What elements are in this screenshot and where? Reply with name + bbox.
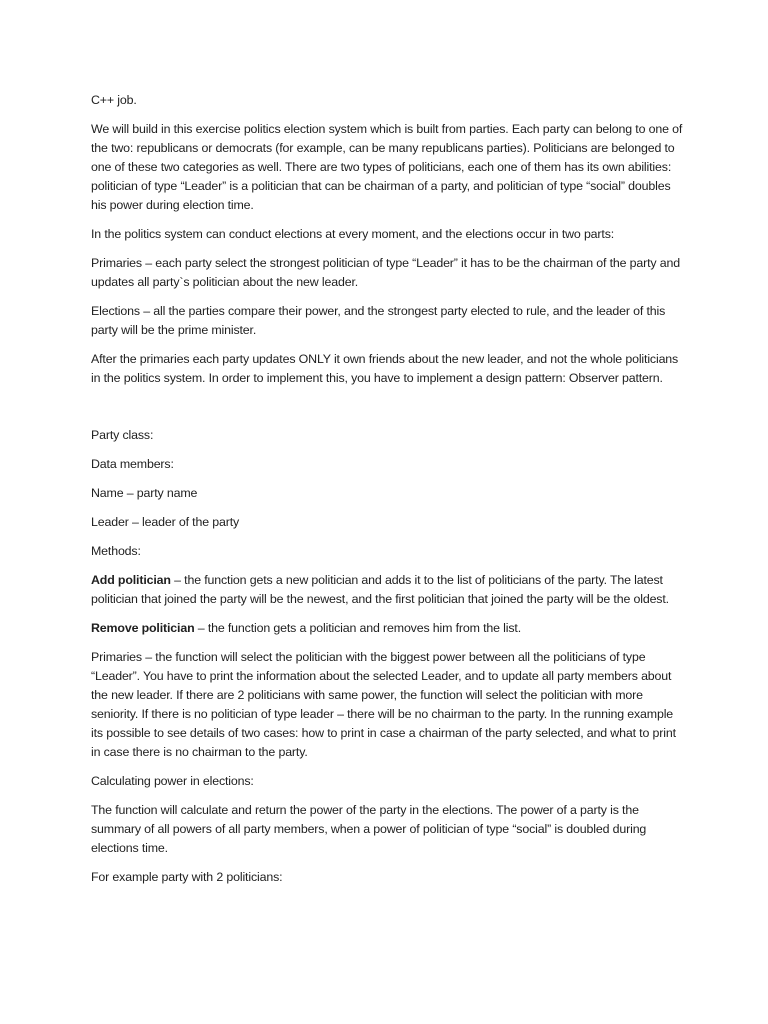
party-class-heading: Party class: [91,428,154,442]
document-heading: C++ job. [91,93,137,107]
remove-politician-term: Remove politician [91,621,195,635]
methods-heading: Methods: [91,544,141,558]
member-leader-item: Leader – leader of the party [91,515,240,529]
calc-power-heading: Calculating power in elections: [91,774,254,788]
remove-politician-paragraph [91,619,683,638]
add-politician-text: – the function gets a new politician and adds it to the list of politicians of the party. The latest politician that joined the party will be the newest, and the first politician that joined the party will be the oldest. [91,573,669,606]
blank-gap [91,398,683,426]
primaries-paragraph: Primaries – each party select the strongest politician of type “Leader” it has to be the chairman of the party and updates all party`s politician about the new leader. [91,256,680,289]
primaries-method-paragraph: Primaries – the function will select the politician with the biggest power between all the politicians of type “Leader”. You have to print the information about the selected Leader, and to update all party members about the new leader. If there are 2 politicians with same power, the function will select the politician with more seniority. If there is no politician of type leader – there will be no chairman to the party. In the running example its possible to see details of two cases: how to print in case a chairman of the party selected, and what to print in case there is no chairman to the party. [91,650,676,759]
add-politician-paragraph [91,571,683,609]
member-name-item: Name – party name [91,486,198,500]
remove-politician-text: – the function gets a politician and removes him from the list. [194,621,521,635]
add-politician-term: Add politician [91,573,171,587]
elections-intro-paragraph: In the politics system can conduct elections at every moment, and the elections occur in two parts: [91,227,615,241]
document-page [91,91,683,897]
observer-paragraph: After the primaries each party updates ONLY it own friends about the new leader, and not the whole politicians in the politics system. In order to implement this, you have to implement a design pattern: Observer pattern. [91,352,679,385]
elections-paragraph: Elections – all the parties compare their power, and the strongest party elected to rule, and the leader of this party will be the prime minister. [91,304,666,337]
calc-power-paragraph: The function will calculate and return the power of the party in the elections. The power of a party is the summary of all powers of all party members, when a power of politician of type “social” is doubled during elections time. [91,803,647,855]
intro-paragraph: We will build in this exercise politics election system which is built from parties. Each party can belong to one of the two: republicans or democrats (for example, can be many republicans parties). Politicians are belonged to one of these two categories as well. There are two types of politicians, each one of them has its own abilities: politician of type “Leader” is a politician that can be chairman of a party, and politician of type “social” doubles his power during election time. [91,122,683,212]
example-intro-paragraph: For example party with 2 politicians: [91,870,283,884]
data-members-heading: Data members: [91,457,174,471]
